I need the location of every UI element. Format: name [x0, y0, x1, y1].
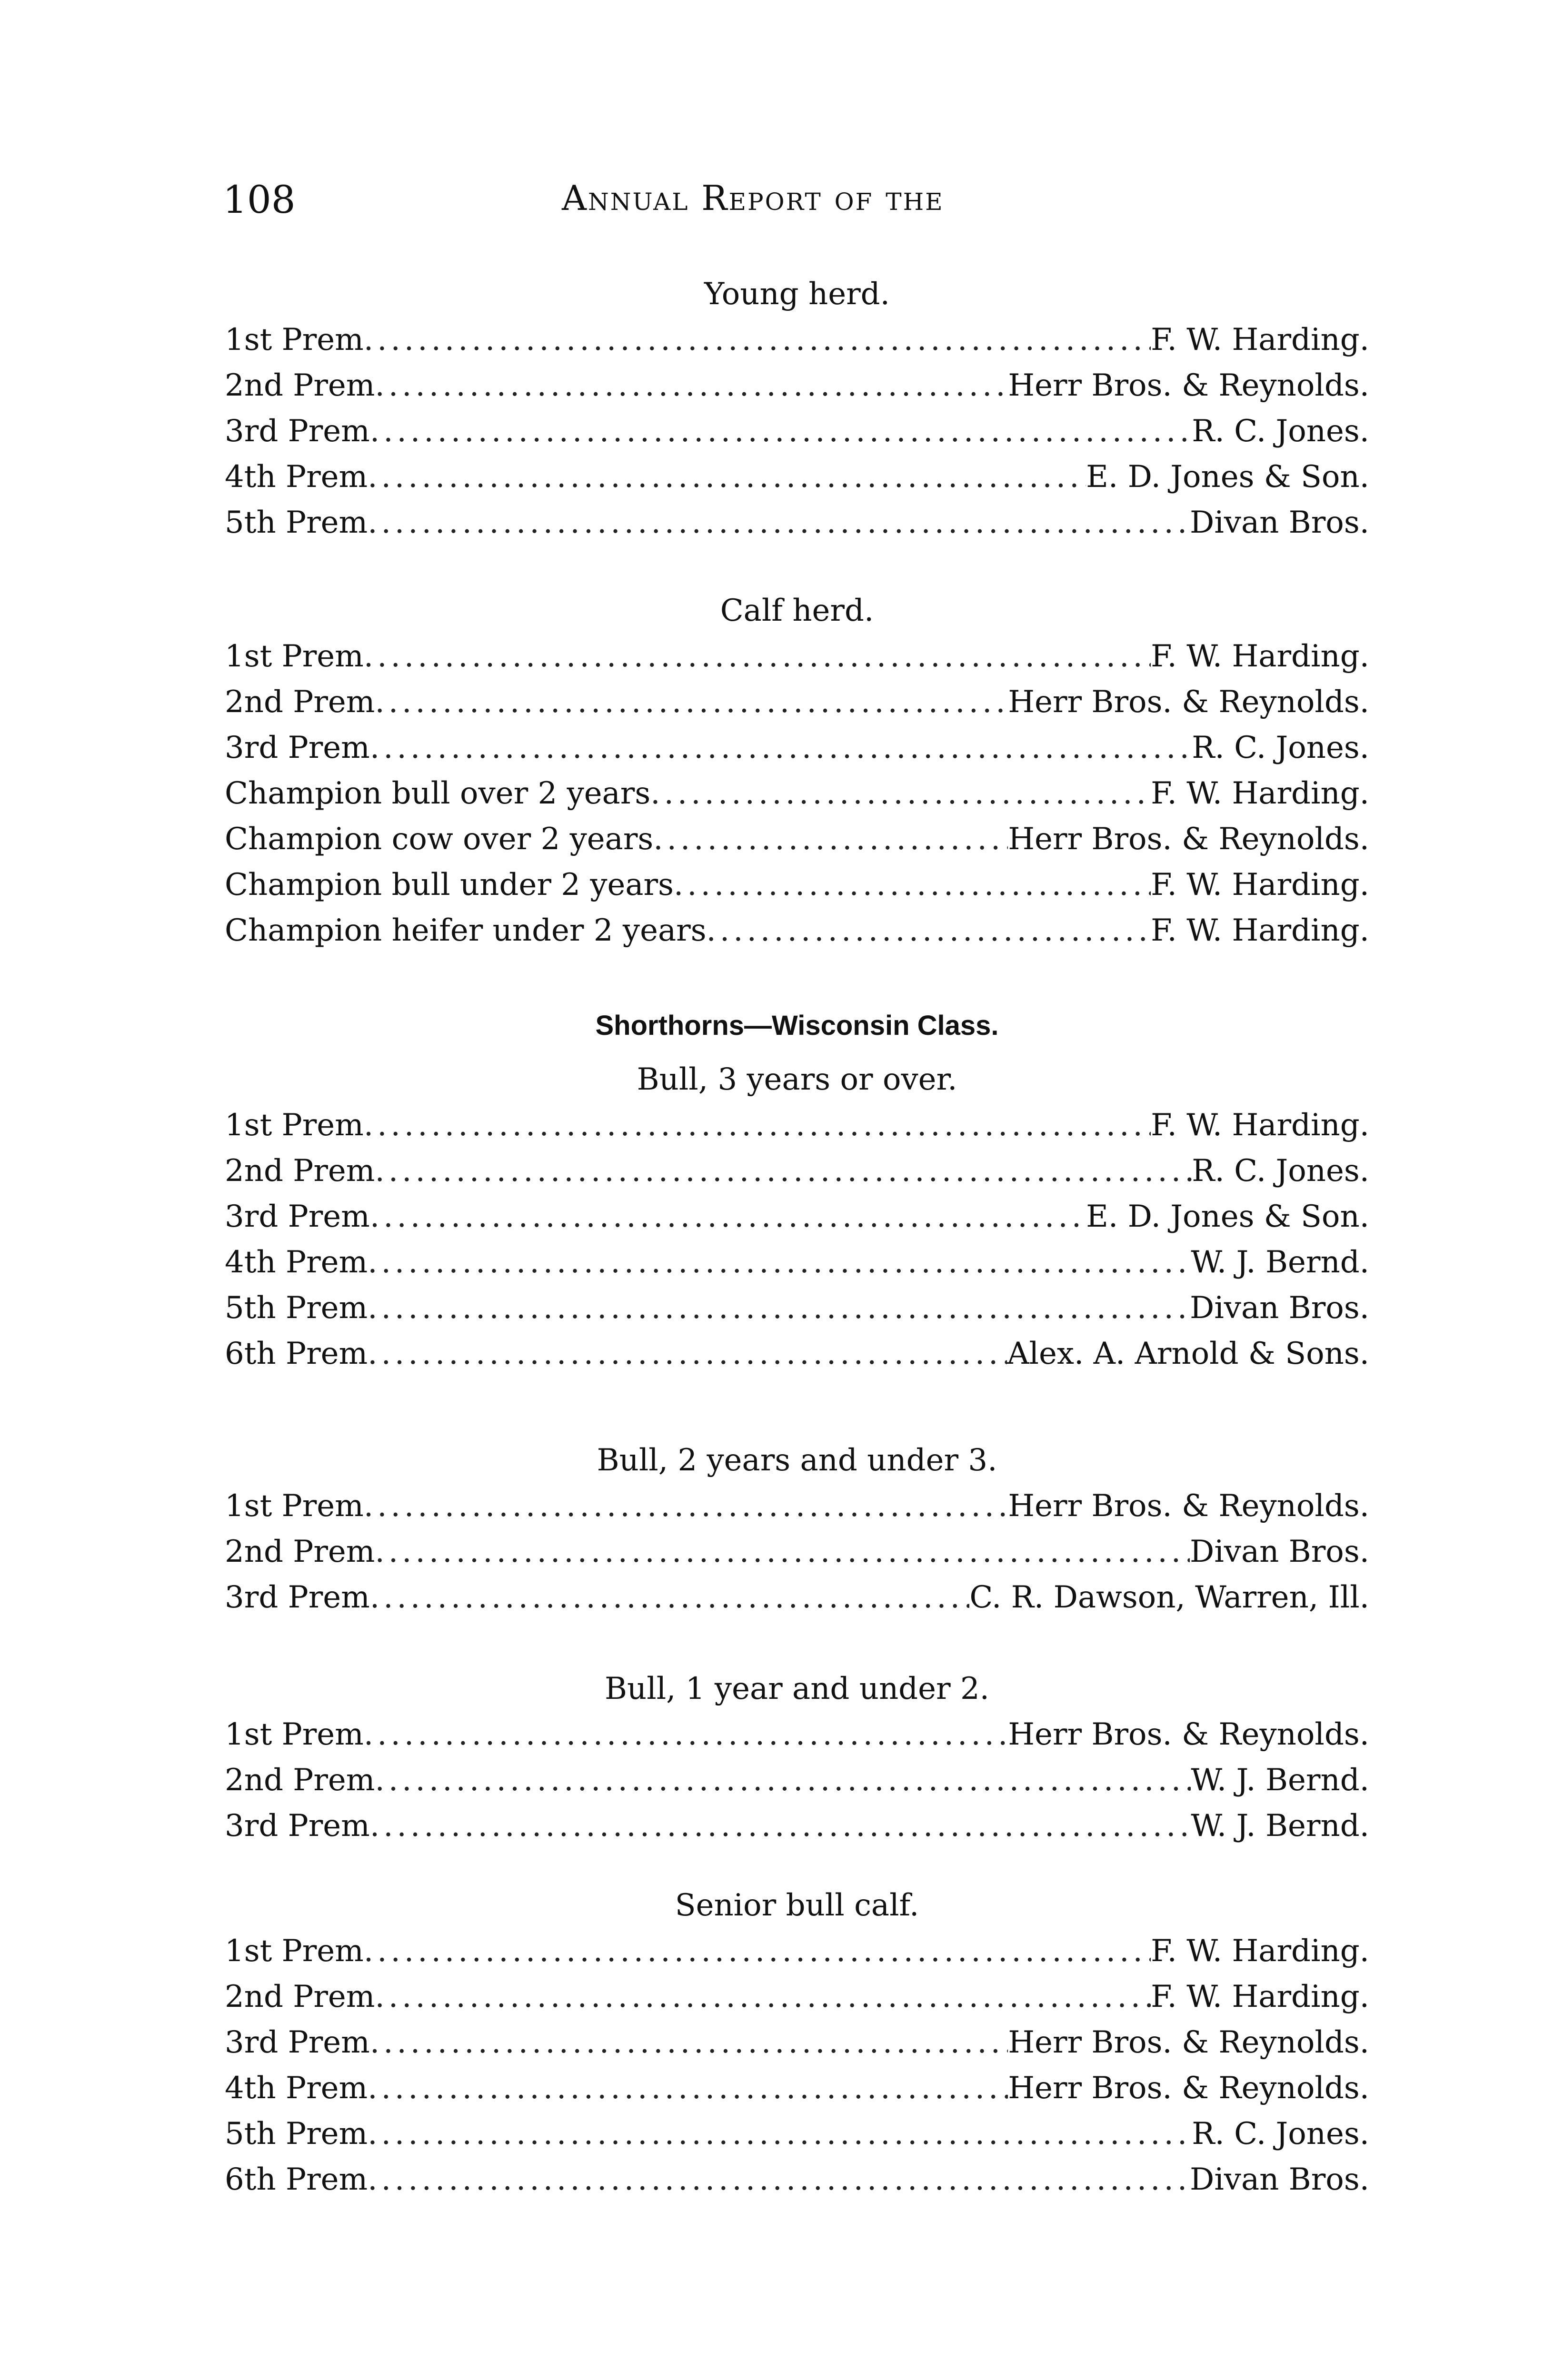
award-winner: F. W. Harding.	[1151, 322, 1369, 357]
award-winner: C. R. Dawson, Warren, Ill.	[969, 1580, 1369, 1615]
award-label: 3rd Prem	[225, 414, 370, 449]
award-row	[225, 1240, 1369, 1285]
award-winner: Divan Bros.	[1190, 505, 1369, 540]
award-winner: F. W. Harding.	[1151, 1934, 1369, 1969]
dot-leader	[368, 454, 1086, 500]
section-heading: Senior bull calf.	[675, 1888, 919, 1923]
award-row	[225, 771, 1369, 816]
dot-leader	[375, 679, 1008, 725]
award-winner: R. C. Jones.	[1192, 730, 1369, 765]
award-label: 2nd Prem	[225, 1534, 375, 1569]
award-label: 6th Prem	[225, 1336, 368, 1371]
award-label: 1st Prem	[225, 1108, 364, 1143]
award-row	[225, 908, 1369, 953]
award-label: 4th Prem	[225, 459, 368, 495]
section-senior-bull-calf	[225, 1883, 1369, 2202]
award-label: Champion bull over 2 years	[225, 776, 651, 811]
section-bull-1-year	[225, 1666, 1369, 1849]
section-bull-2-years	[225, 1438, 1369, 1620]
award-winner: F. W. Harding.	[1151, 867, 1369, 902]
section-heading: Young herd.	[704, 277, 890, 312]
award-row	[225, 363, 1369, 408]
award-winner: Herr Bros. & Reynolds.	[1008, 684, 1369, 720]
award-label: 1st Prem	[225, 1717, 364, 1752]
section-heading: Bull, 2 years and under 3.	[597, 1443, 997, 1478]
award-label: 3rd Prem	[225, 1199, 370, 1234]
award-row	[225, 1148, 1369, 1194]
award-row	[225, 1803, 1369, 1849]
award-row	[225, 725, 1369, 771]
dot-leader	[370, 2020, 1008, 2065]
award-winner: Herr Bros. & Reynolds.	[1008, 2071, 1369, 2106]
award-label: 1st Prem	[225, 1488, 364, 1524]
award-winner: E. D. Jones & Son.	[1086, 459, 1369, 495]
dot-leader	[375, 363, 1008, 408]
dot-leader	[370, 1803, 1191, 1849]
award-winner: Herr Bros. & Reynolds.	[1008, 1717, 1369, 1752]
award-label: 4th Prem	[225, 2071, 368, 2106]
award-winner: R. C. Jones.	[1192, 414, 1369, 449]
dot-leader	[375, 1148, 1192, 1194]
award-row	[225, 816, 1369, 862]
dot-leader	[375, 1757, 1191, 1803]
award-row	[225, 2111, 1369, 2157]
dot-leader	[364, 1712, 1008, 1757]
award-row	[225, 317, 1369, 363]
award-winner: R. C. Jones.	[1192, 2116, 1369, 2152]
award-row	[225, 862, 1369, 908]
dot-leader	[370, 1194, 1086, 1240]
award-winner: Herr Bros. & Reynolds.	[1008, 1488, 1369, 1524]
award-row	[225, 679, 1369, 725]
award-winner: Divan Bros.	[1190, 1534, 1369, 1569]
award-row	[225, 1331, 1369, 1377]
award-row	[225, 2157, 1369, 2202]
dot-leader	[368, 1331, 1007, 1377]
award-winner: W. J. Bernd.	[1191, 1808, 1369, 1844]
award-row	[225, 1575, 1369, 1620]
award-winner: Herr Bros. & Reynolds.	[1008, 822, 1369, 857]
award-label: 2nd Prem	[225, 368, 375, 403]
award-winner: F. W. Harding.	[1151, 913, 1369, 948]
award-row	[225, 454, 1369, 500]
award-row	[225, 1194, 1369, 1240]
award-label: 1st Prem	[225, 322, 364, 357]
award-row	[225, 1974, 1369, 2020]
award-label: 3rd Prem	[225, 730, 370, 765]
award-row	[225, 1712, 1369, 1757]
award-label: 5th Prem	[225, 2116, 368, 2152]
dot-leader	[707, 908, 1151, 953]
class-heading: Shorthorns—Wisconsin Class.	[595, 1010, 999, 1041]
dot-leader	[364, 1483, 1008, 1529]
award-row	[225, 408, 1369, 454]
dot-leader	[653, 816, 1008, 862]
section-heading: Bull, 1 year and under 2.	[604, 1671, 990, 1706]
running-head: Annual Report of the	[562, 178, 944, 218]
section-heading: Bull, 3 years or over.	[637, 1062, 957, 1097]
award-winner: Alex. A. Arnold & Sons.	[1007, 1336, 1369, 1371]
dot-leader	[364, 317, 1151, 363]
page-number: 108	[223, 178, 296, 222]
award-label: 2nd Prem	[225, 1763, 375, 1798]
dot-leader	[368, 2111, 1192, 2157]
award-label: Champion cow over 2 years	[225, 822, 654, 857]
award-label: 3rd Prem	[225, 2025, 370, 2060]
award-row	[225, 1757, 1369, 1803]
dot-leader	[364, 634, 1151, 679]
section-young-herd	[225, 271, 1369, 545]
award-winner: E. D. Jones & Son.	[1086, 1199, 1369, 1234]
award-row	[225, 1928, 1369, 1974]
award-row	[225, 1483, 1369, 1529]
award-winner: W. J. Bernd.	[1191, 1763, 1369, 1798]
award-winner: F. W. Harding.	[1151, 639, 1369, 674]
award-label: 1st Prem	[225, 639, 364, 674]
award-winner: Herr Bros. & Reynolds.	[1008, 2025, 1369, 2060]
award-label: 2nd Prem	[225, 684, 375, 720]
award-label: Champion bull under 2 years	[225, 867, 674, 902]
award-winner: W. J. Bernd.	[1191, 1245, 1369, 1280]
dot-leader	[370, 1575, 969, 1620]
dot-leader	[368, 500, 1190, 545]
section-bull-3-years	[225, 995, 1369, 1377]
dot-leader	[370, 725, 1192, 771]
award-label: 3rd Prem	[225, 1580, 370, 1615]
dot-leader	[368, 1240, 1191, 1285]
award-winner: Divan Bros.	[1190, 2162, 1369, 2197]
award-row	[225, 1102, 1369, 1148]
dot-leader	[375, 1974, 1151, 2020]
dot-leader	[674, 862, 1151, 908]
award-winner: R. C. Jones.	[1192, 1153, 1369, 1189]
award-winner: F. W. Harding.	[1151, 1979, 1369, 2014]
award-label: 5th Prem	[225, 505, 368, 540]
award-winner: F. W. Harding.	[1151, 776, 1369, 811]
award-row	[225, 2020, 1369, 2065]
award-row	[225, 2065, 1369, 2111]
award-row	[225, 500, 1369, 545]
dot-leader	[364, 1102, 1151, 1148]
award-row	[225, 1285, 1369, 1331]
award-label: 1st Prem	[225, 1934, 364, 1969]
award-label: Champion heifer under 2 years	[225, 913, 707, 948]
dot-leader	[368, 2157, 1190, 2202]
award-winner: F. W. Harding.	[1151, 1108, 1369, 1143]
section-heading: Calf herd.	[720, 593, 874, 628]
award-row	[225, 1529, 1369, 1575]
award-label: 2nd Prem	[225, 1153, 375, 1189]
dot-leader	[650, 771, 1151, 816]
award-label: 4th Prem	[225, 1245, 368, 1280]
dot-leader	[370, 408, 1192, 454]
award-label: 2nd Prem	[225, 1979, 375, 2014]
dot-leader	[368, 2065, 1008, 2111]
dot-leader	[375, 1529, 1190, 1575]
award-label: 5th Prem	[225, 1290, 368, 1326]
award-label: 6th Prem	[225, 2162, 368, 2197]
award-label: 3rd Prem	[225, 1808, 370, 1844]
award-winner: Herr Bros. & Reynolds.	[1008, 368, 1369, 403]
section-calf-herd	[225, 588, 1369, 953]
dot-leader	[364, 1928, 1151, 1974]
dot-leader	[368, 1285, 1190, 1331]
award-winner: Divan Bros.	[1190, 1290, 1369, 1326]
award-row	[225, 634, 1369, 679]
